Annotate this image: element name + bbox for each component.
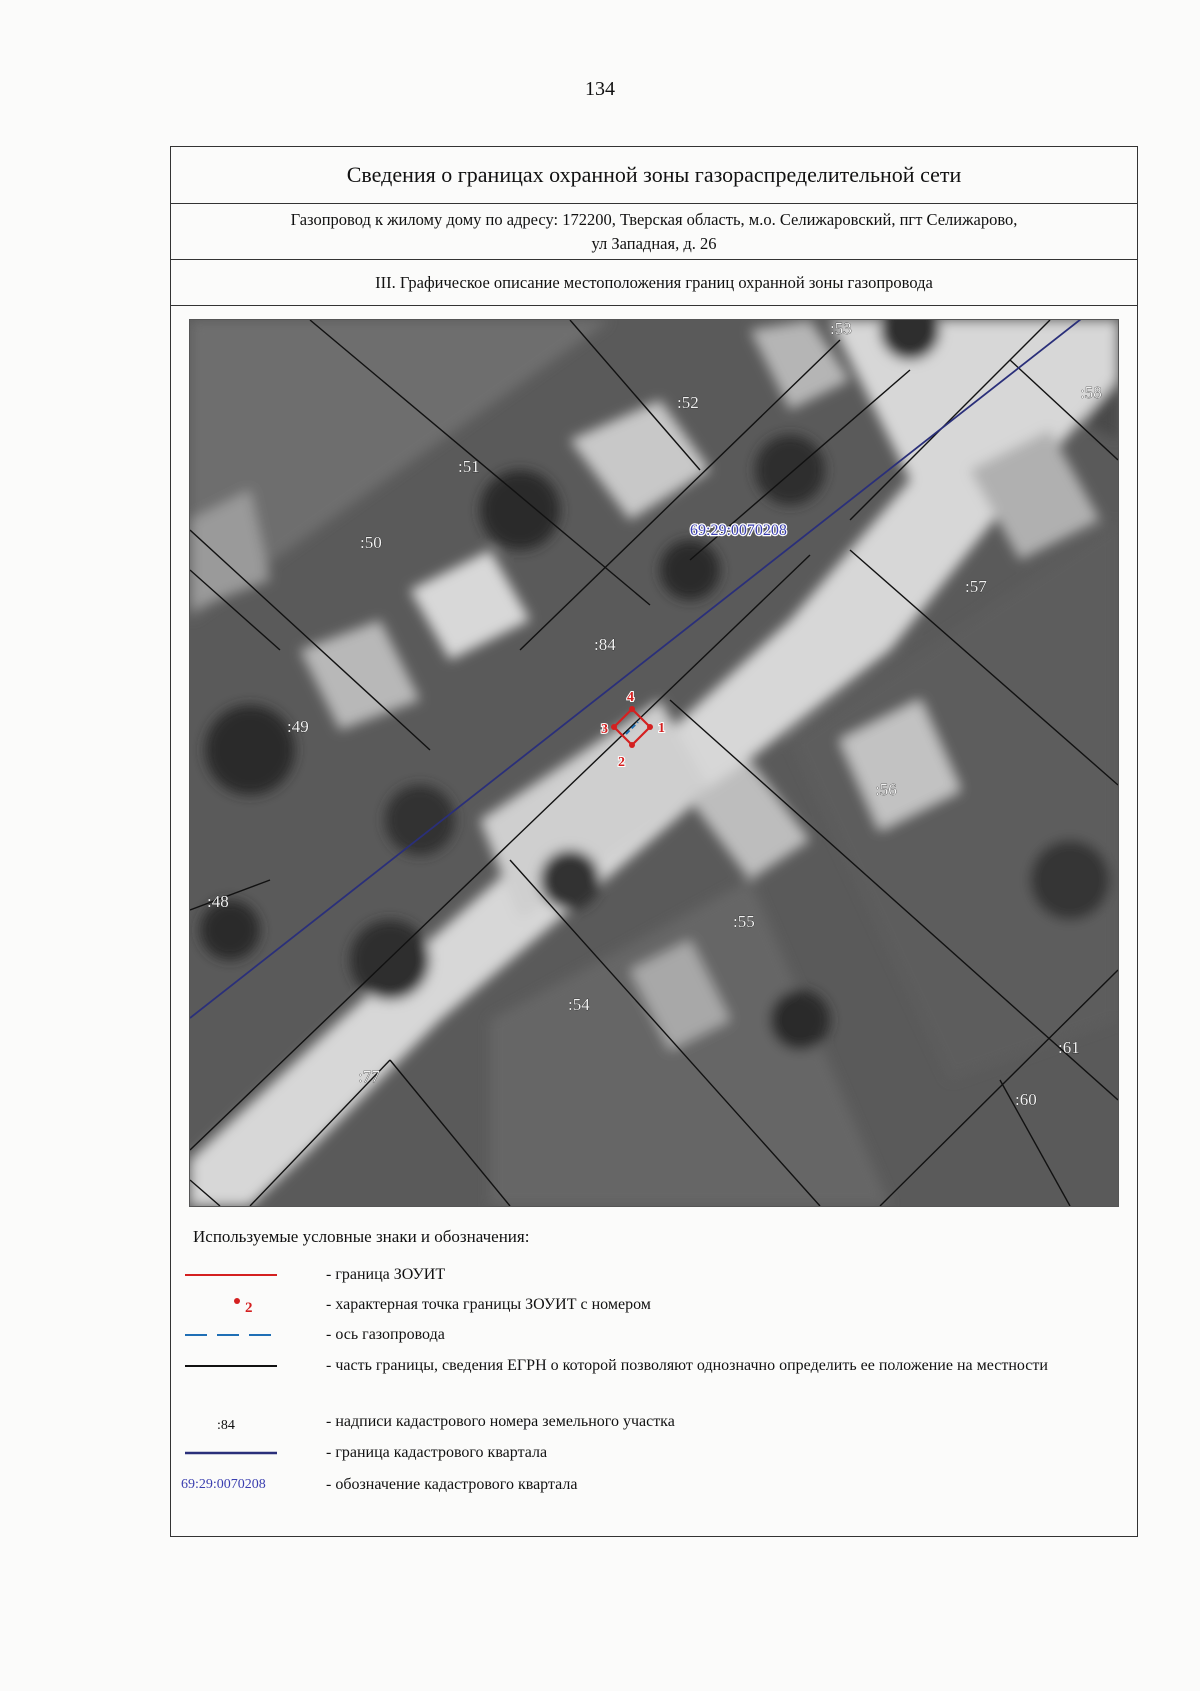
parcel-label: :52 (677, 393, 699, 412)
point-label: 4 (627, 690, 634, 705)
document-title (171, 147, 1137, 204)
document-frame (170, 146, 1138, 1537)
parcel-label: :84 (594, 635, 616, 654)
parcel-label: :51 (458, 457, 480, 476)
legend-text: - надписи кадастрового номера земельного участка (326, 1413, 675, 1430)
legend-text: - обозначение кадастрового квартала (326, 1476, 578, 1493)
point-label: 3 (601, 722, 608, 737)
legend-text: - часть границы, сведения ЕГРН о которой позволяют однозначно определить ее положение на местности (326, 1357, 1048, 1374)
parcel-label: :48 (207, 892, 229, 911)
parcel-label: :49 (287, 717, 309, 736)
parcel-label: :61 (1058, 1038, 1080, 1057)
legend-symbol-red-point (181, 1293, 291, 1317)
aerial-photo (190, 320, 1118, 1206)
legend-symbol-red-line (181, 1263, 291, 1287)
section-title (171, 260, 1137, 306)
point-label: 2 (618, 755, 625, 770)
zone-point (647, 724, 653, 730)
zone-point (629, 742, 635, 748)
legend-text: - ось газопровода (326, 1326, 445, 1343)
legend-symbol-navy-line (181, 1441, 291, 1465)
legend-title: Используемые условные знаки и обозначения: (193, 1227, 530, 1246)
legend-text: - граница ЗОУИТ (326, 1266, 446, 1283)
parcel-label: :55 (733, 912, 755, 931)
map-area (189, 319, 1119, 1207)
parcel-label: :58 (1080, 383, 1102, 402)
object-line-1: Газопровод к жилому дому по адресу: 172200, Тверская область, м.о. Селижаровский, пгт Селижарово, (290, 209, 1018, 229)
parcel-label: :50 (360, 533, 382, 552)
parcel-label: :77 (358, 1067, 380, 1086)
point-label: 1 (658, 721, 665, 736)
page-number: 134 (585, 78, 615, 100)
object-text (291, 208, 1018, 256)
parcel-label: :60 (1015, 1090, 1037, 1109)
parcel-label: :56 (875, 780, 897, 799)
legend-text: - граница кадастрового квартала (326, 1444, 548, 1461)
legend-symbol-quarter-label: 69:29:0070208 (181, 1477, 266, 1492)
parcel-label: :54 (568, 995, 590, 1014)
parcel-label: :57 (965, 577, 987, 596)
map-canvas (190, 320, 1118, 1206)
zone-point (611, 724, 617, 730)
object-description (171, 204, 1137, 260)
legend-symbol-black-line (181, 1354, 291, 1378)
legend-text: - характерная точка границы ЗОУИТ с номером (326, 1296, 651, 1313)
legend-symbol-blue-dashed-line (181, 1323, 291, 1347)
quarter-label: 69:29:0070208 (690, 522, 787, 539)
legend-point-number: 2 (245, 1300, 253, 1316)
parcel-label: :53 (830, 320, 852, 338)
section-text: III. Графическое описание местоположения границ охранной зоны газопровода (375, 272, 933, 292)
legend-symbol-parcel-label: :84 (217, 1418, 235, 1433)
object-line-2: ул Западная, д. 26 (591, 233, 717, 253)
zone-point (629, 706, 635, 712)
title-text: Сведения о границах охранной зоны газораспределительной сети (346, 162, 962, 187)
